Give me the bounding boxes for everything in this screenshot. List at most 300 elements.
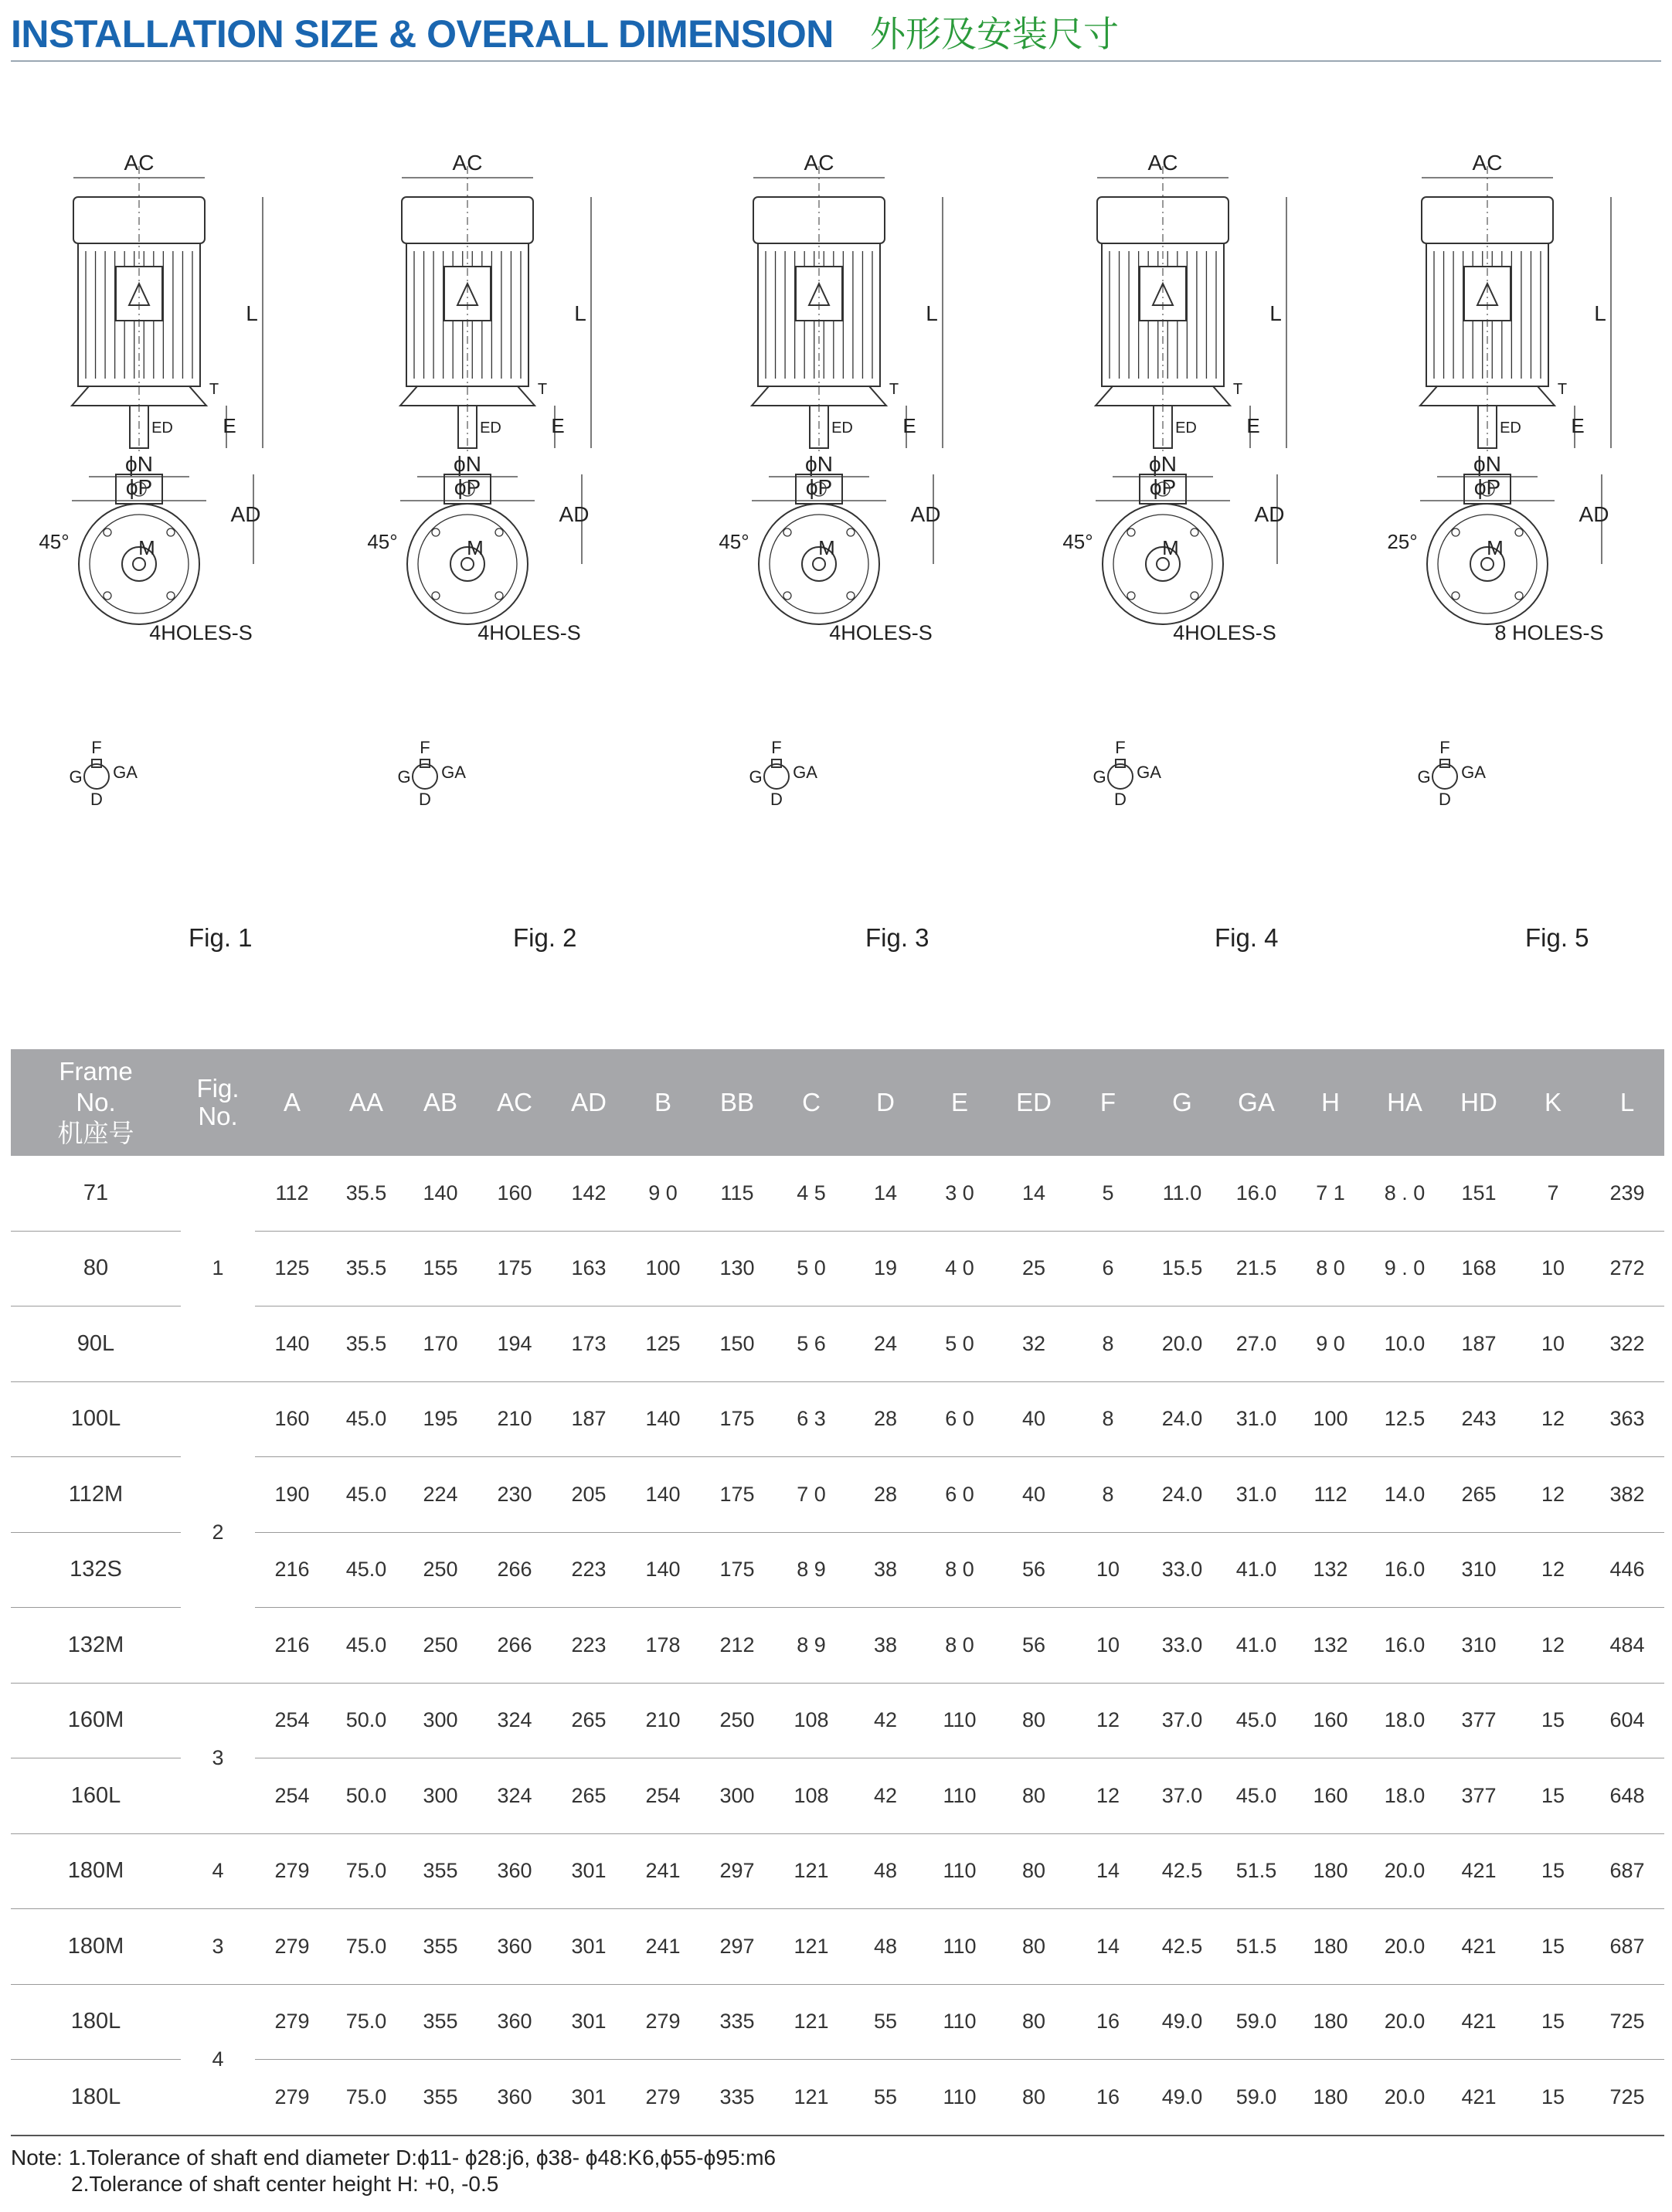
value-cell-aa: 45.0 [329,1381,403,1457]
value-cell-k: 12 [1516,1381,1590,1457]
value-cell-ha: 16.0 [1368,1532,1442,1608]
f-label: F [771,738,782,757]
value-cell-c: 6 3 [774,1381,848,1457]
fig-no-cell: 3 [181,1683,255,1833]
value-cell-ab: 300 [403,1683,477,1758]
value-cell-b: 254 [626,1758,700,1834]
value-cell-e: 110 [923,1833,997,1909]
shaft-center [1481,558,1494,570]
phi-n-label: ϕN [125,452,153,476]
value-cell-hd: 421 [1442,2060,1516,2136]
value-cell-bb: 335 [700,2060,774,2136]
value-cell-ad: 163 [552,1231,626,1306]
value-cell-aa: 75.0 [329,1984,403,2060]
fig-caption-2: Fig. 2 [513,923,577,952]
column-header-d: D [848,1049,923,1156]
mounting-hole [1127,592,1135,600]
ed-label: ED [831,420,853,437]
ga-label: GA [113,763,138,782]
value-cell-a: 279 [255,1833,329,1909]
t-label: T [1557,381,1568,398]
value-cell-ac: 230 [477,1457,552,1533]
value-cell-d: 48 [848,1909,923,1985]
value-cell-ad: 301 [552,1909,626,1985]
mounting-hole [1127,528,1135,536]
column-header-hd: HD [1442,1049,1516,1156]
value-cell-hd: 421 [1442,1909,1516,1985]
value-cell-k: 12 [1516,1608,1590,1684]
value-cell-g: 49.0 [1145,1984,1219,2060]
angle-label: 45° [367,530,398,553]
value-cell-aa: 35.5 [329,1231,403,1306]
value-cell-aa: 50.0 [329,1758,403,1834]
value-cell-ac: 360 [477,1909,552,1985]
m-label: M [467,536,484,559]
value-cell-e: 8 0 [923,1608,997,1684]
column-header-aa: AA [329,1049,403,1156]
value-cell-bb: 130 [700,1231,774,1306]
value-cell-g: 33.0 [1145,1608,1219,1684]
value-cell-b: 125 [626,1306,700,1382]
value-cell-f: 16 [1071,2060,1145,2136]
value-cell-l: 382 [1590,1457,1664,1533]
value-cell-d: 48 [848,1833,923,1909]
value-cell-g: 37.0 [1145,1683,1219,1758]
value-cell-l: 239 [1590,1156,1664,1231]
f-label: F [1115,738,1126,757]
phi-p-label: ϕP [125,475,153,499]
frame-column-header [11,1049,181,1156]
m-label: M [1162,536,1179,559]
column-header-k: K [1516,1049,1590,1156]
column-header-bb: BB [700,1049,774,1156]
frame-cell: 180L [11,2060,181,2136]
value-cell-a: 254 [255,1758,329,1834]
shaft-center [133,558,145,570]
fig-no-cell: 2 [181,1381,255,1683]
value-cell-b: 140 [626,1381,700,1457]
value-cell-bb: 115 [700,1156,774,1231]
e-label: E [223,414,236,437]
value-cell-d: 42 [848,1683,923,1758]
value-cell-e: 3 0 [923,1156,997,1231]
frame-header-line-3: 机座号 [57,1119,134,1147]
column-header-ga: GA [1219,1049,1293,1156]
value-cell-hd: 187 [1442,1306,1516,1382]
value-cell-b: 279 [626,2060,700,2136]
value-cell-ed: 80 [997,1984,1071,2060]
frame-cell: 132S [11,1532,181,1608]
value-cell-hd: 377 [1442,1758,1516,1834]
value-cell-ed: 40 [997,1381,1071,1457]
value-cell-bb: 297 [700,1833,774,1909]
column-header-ha: HA [1368,1049,1442,1156]
ad-label: AD [1579,502,1609,526]
value-cell-aa: 75.0 [329,1833,403,1909]
value-cell-g: 42.5 [1145,1909,1219,1985]
value-cell-g: 49.0 [1145,2060,1219,2136]
phi-p-label: ϕP [805,475,833,499]
shaft-center [1157,558,1169,570]
column-header-l: L [1590,1049,1664,1156]
value-cell-ga: 41.0 [1219,1608,1293,1684]
value-cell-f: 6 [1071,1231,1145,1306]
table-row [11,1381,1664,1457]
value-cell-aa: 45.0 [329,1457,403,1533]
phi-n-label: ϕN [454,452,481,476]
value-cell-ab: 250 [403,1532,477,1608]
frame-cell: 112M [11,1457,181,1533]
value-cell-c: 4 5 [774,1156,848,1231]
value-cell-a: 125 [255,1231,329,1306]
value-cell-a: 279 [255,1984,329,2060]
g-label: G [397,767,411,787]
phi-p-label: ϕP [454,475,481,499]
value-cell-h: 160 [1293,1758,1368,1834]
value-cell-bb: 175 [700,1532,774,1608]
value-cell-b: 178 [626,1608,700,1684]
shaft-center [461,558,474,570]
table-row [11,1758,1664,1834]
value-cell-c: 8 9 [774,1608,848,1684]
frame-cell: 160L [11,1758,181,1834]
value-cell-b: 9 0 [626,1156,700,1231]
motor-figure-1 [39,151,263,809]
value-cell-b: 210 [626,1683,700,1758]
mounting-hole [167,592,175,600]
value-cell-aa: 35.5 [329,1156,403,1231]
value-cell-c: 108 [774,1683,848,1758]
value-cell-f: 14 [1071,1833,1145,1909]
d-label: D [1439,790,1451,809]
l-label: L [1269,301,1282,325]
value-cell-ac: 324 [477,1758,552,1834]
mounting-hole [432,592,440,600]
mounting-hole [1452,528,1460,536]
value-cell-ga: 59.0 [1219,1984,1293,2060]
value-cell-ab: 355 [403,1909,477,1985]
value-cell-f: 8 [1071,1457,1145,1533]
value-cell-ac: 360 [477,1833,552,1909]
value-cell-ad: 142 [552,1156,626,1231]
value-cell-hd: 310 [1442,1532,1516,1608]
ac-label: AC [1472,151,1503,175]
e-label: E [1246,414,1260,437]
value-cell-bb: 297 [700,1909,774,1985]
value-cell-ga: 31.0 [1219,1457,1293,1533]
frame-cell: 71 [11,1156,181,1231]
value-cell-f: 12 [1071,1758,1145,1834]
ac-label: AC [1147,151,1178,175]
ad-label: AD [559,502,590,526]
table-row [11,1306,1664,1382]
value-cell-f: 16 [1071,1984,1145,2060]
value-cell-ad: 301 [552,2060,626,2136]
ac-label: AC [452,151,483,175]
phi-n-label: ϕN [805,452,833,476]
mounting-hole [167,528,175,536]
value-cell-bb: 212 [700,1608,774,1684]
value-cell-k: 15 [1516,2060,1590,2136]
frame-cell: 160M [11,1683,181,1758]
mounting-hole [432,528,440,536]
l-label: L [574,301,586,325]
value-cell-a: 216 [255,1532,329,1608]
dimension-table [11,1049,1664,2136]
value-cell-l: 272 [1590,1231,1664,1306]
value-cell-k: 15 [1516,1833,1590,1909]
g-label: G [1417,767,1431,787]
value-cell-ha: 14.0 [1368,1457,1442,1533]
value-cell-hd: 421 [1442,1984,1516,2060]
fig-header-line-2: No. [198,1102,238,1130]
f-label: F [1439,738,1450,757]
value-cell-d: 28 [848,1381,923,1457]
value-cell-ac: 360 [477,2060,552,2136]
frame-cell: 180M [11,1833,181,1909]
value-cell-b: 279 [626,1984,700,2060]
value-cell-ac: 210 [477,1381,552,1457]
value-cell-d: 24 [848,1306,923,1382]
column-header-h: H [1293,1049,1368,1156]
value-cell-hd: 168 [1442,1231,1516,1306]
value-cell-a: 279 [255,1909,329,1985]
value-cell-ac: 266 [477,1608,552,1684]
column-header-f: F [1071,1049,1145,1156]
value-cell-ed: 40 [997,1457,1071,1533]
value-cell-ed: 80 [997,1833,1071,1909]
ad-label: AD [230,502,261,526]
table-header-row [11,1049,1664,1156]
value-cell-ha: 9 . 0 [1368,1231,1442,1306]
g-label: G [749,767,763,787]
column-header-a: A [255,1049,329,1156]
phi-n-label: ϕN [1473,452,1501,476]
value-cell-bb: 300 [700,1758,774,1834]
angle-label: 45° [1062,530,1093,553]
value-cell-h: 9 0 [1293,1306,1368,1382]
value-cell-k: 10 [1516,1231,1590,1306]
value-cell-f: 14 [1071,1909,1145,1985]
value-cell-ac: 175 [477,1231,552,1306]
mounting-hole [1191,528,1198,536]
value-cell-hd: 243 [1442,1381,1516,1457]
value-cell-ad: 205 [552,1457,626,1533]
value-cell-aa: 45.0 [329,1532,403,1608]
t-label: T [209,381,219,398]
motor-figure-2 [367,151,591,809]
value-cell-h: 100 [1293,1381,1368,1457]
value-cell-e: 5 0 [923,1306,997,1382]
value-cell-b: 140 [626,1532,700,1608]
fig-no-cell: 4 [181,1984,255,2136]
value-cell-f: 10 [1071,1608,1145,1684]
value-cell-c: 121 [774,1984,848,2060]
value-cell-ad: 265 [552,1758,626,1834]
value-cell-ha: 18.0 [1368,1683,1442,1758]
ad-label: AD [1254,502,1285,526]
value-cell-k: 15 [1516,1758,1590,1834]
value-cell-a: 112 [255,1156,329,1231]
motor-figure-3 [719,151,943,809]
value-cell-f: 8 [1071,1381,1145,1457]
value-cell-ad: 223 [552,1608,626,1684]
value-cell-l: 648 [1590,1758,1664,1834]
flange-outline [407,504,528,624]
e-label: E [551,414,565,437]
m-label: M [1487,536,1504,559]
table-row [11,1909,1664,1985]
table-row [11,1156,1664,1231]
value-cell-h: 7 1 [1293,1156,1368,1231]
value-cell-d: 19 [848,1231,923,1306]
value-cell-l: 725 [1590,1984,1664,2060]
value-cell-l: 604 [1590,1683,1664,1758]
value-cell-ac: 324 [477,1683,552,1758]
value-cell-ga: 16.0 [1219,1156,1293,1231]
mounting-hole [847,592,855,600]
value-cell-d: 14 [848,1156,923,1231]
value-cell-f: 8 [1071,1306,1145,1382]
flange-outline [79,504,199,624]
value-cell-ga: 27.0 [1219,1306,1293,1382]
value-cell-d: 38 [848,1608,923,1684]
value-cell-ha: 20.0 [1368,1833,1442,1909]
value-cell-e: 4 0 [923,1231,997,1306]
value-cell-k: 15 [1516,1909,1590,1985]
value-cell-ed: 14 [997,1156,1071,1231]
column-header-ed: ED [997,1049,1071,1156]
value-cell-h: 180 [1293,1909,1368,1985]
value-cell-c: 121 [774,1909,848,1985]
value-cell-ac: 360 [477,1984,552,2060]
phi-p-label: ϕP [1149,475,1177,499]
d-label: D [90,790,103,809]
ac-label: AC [804,151,834,175]
value-cell-ga: 45.0 [1219,1758,1293,1834]
frame-cell: 180M [11,1909,181,1985]
value-cell-l: 687 [1590,1833,1664,1909]
value-cell-h: 160 [1293,1683,1368,1758]
value-cell-e: 110 [923,1909,997,1985]
value-cell-ab: 300 [403,1758,477,1834]
mounting-hole [1191,592,1198,600]
e-label: E [1571,414,1585,437]
value-cell-bb: 175 [700,1381,774,1457]
fig-caption-3: Fig. 3 [865,923,929,952]
value-cell-ga: 59.0 [1219,2060,1293,2136]
mounting-hole [847,528,855,536]
ed-label: ED [1175,420,1197,437]
holes-label: 4HOLES-S [149,621,253,644]
value-cell-ab: 155 [403,1231,477,1306]
frame-cell: 100L [11,1381,181,1457]
ga-label: GA [1137,763,1161,782]
fig-column-header [181,1049,255,1156]
column-header-c: C [774,1049,848,1156]
motor-figure-5 [1387,151,1611,809]
motor-drawings-canvas [0,108,1672,989]
value-cell-ad: 173 [552,1306,626,1382]
value-cell-h: 132 [1293,1532,1368,1608]
value-cell-c: 5 6 [774,1306,848,1382]
value-cell-e: 6 0 [923,1457,997,1533]
value-cell-ad: 223 [552,1532,626,1608]
value-cell-ab: 355 [403,1833,477,1909]
mounting-hole [495,592,503,600]
value-cell-ac: 160 [477,1156,552,1231]
value-cell-aa: 45.0 [329,1608,403,1684]
value-cell-l: 446 [1590,1532,1664,1608]
fig-no-cell: 1 [181,1156,255,1381]
phi-p-label: ϕP [1473,475,1501,499]
fig-header-line-1: Fig. [196,1074,240,1103]
ad-label: AD [910,502,941,526]
motor-figure-4 [1062,151,1286,809]
value-cell-d: 42 [848,1758,923,1834]
value-cell-e: 6 0 [923,1381,997,1457]
column-header-b: B [626,1049,700,1156]
frame-cell: 132M [11,1608,181,1684]
table-row [11,1457,1664,1533]
value-cell-b: 100 [626,1231,700,1306]
value-cell-g: 15.5 [1145,1231,1219,1306]
value-cell-a: 279 [255,2060,329,2136]
value-cell-ga: 41.0 [1219,1532,1293,1608]
f-label: F [91,738,102,757]
table-header [11,1049,1664,1156]
value-cell-hd: 310 [1442,1608,1516,1684]
value-cell-ha: 20.0 [1368,2060,1442,2136]
value-cell-k: 10 [1516,1306,1590,1382]
value-cell-d: 28 [848,1457,923,1533]
ga-label: GA [441,763,466,782]
fig-no-cell: 4 [181,1833,255,1909]
holes-label: 8 HOLES-S [1494,621,1604,644]
f-label: F [420,738,430,757]
value-cell-e: 110 [923,1758,997,1834]
angle-label: 45° [39,530,70,553]
g-label: G [69,767,83,787]
value-cell-l: 322 [1590,1306,1664,1382]
value-cell-h: 132 [1293,1608,1368,1684]
notes [11,2145,776,2197]
value-cell-ed: 80 [997,2060,1071,2136]
value-cell-bb: 335 [700,1984,774,2060]
value-cell-g: 24.0 [1145,1457,1219,1533]
value-cell-hd: 421 [1442,1833,1516,1909]
shaft-center [813,558,825,570]
column-header-g: G [1145,1049,1219,1156]
value-cell-k: 12 [1516,1457,1590,1533]
page-header [11,6,1661,62]
value-cell-h: 112 [1293,1457,1368,1533]
value-cell-ed: 32 [997,1306,1071,1382]
table-row [11,1833,1664,1909]
frame-header-line-2: No. [76,1088,116,1116]
value-cell-g: 33.0 [1145,1532,1219,1608]
value-cell-ed: 56 [997,1608,1071,1684]
value-cell-e: 110 [923,2060,997,2136]
value-cell-hd: 265 [1442,1457,1516,1533]
value-cell-ac: 194 [477,1306,552,1382]
value-cell-c: 8 9 [774,1532,848,1608]
holes-label: 4HOLES-S [829,621,933,644]
note-line-1: Note: 1.Tolerance of shaft end diameter D:ϕ11- ϕ28:j6, ϕ38- ϕ48:K6,ϕ55-ϕ95:m6 [11,2146,777,2170]
value-cell-h: 180 [1293,1833,1368,1909]
value-cell-l: 725 [1590,2060,1664,2136]
value-cell-l: 484 [1590,1608,1664,1684]
